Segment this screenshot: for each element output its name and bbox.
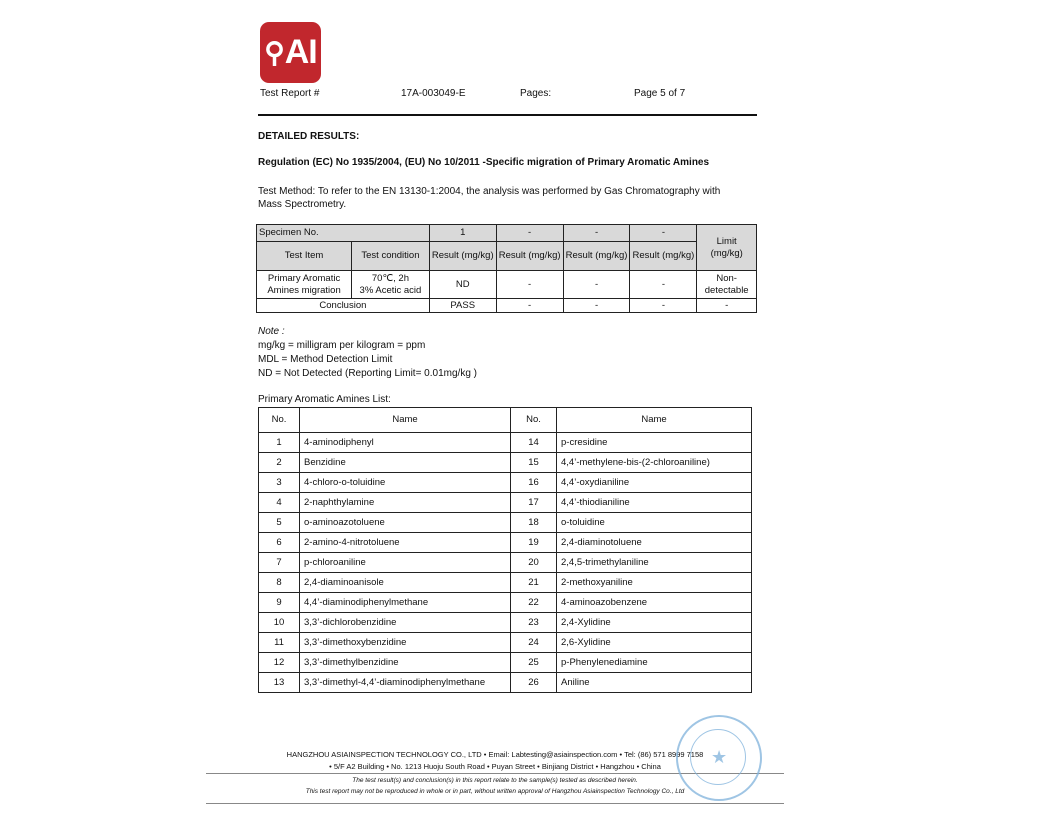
table-row (259, 473, 752, 493)
specimen-no: - (630, 225, 697, 242)
amine-name: p-chloroaniline (300, 553, 511, 573)
amine-name: 3,3’-dimethyl-4,4’-diaminodiphenylmethane (300, 673, 511, 693)
note-line: MDL = Method Detection Limit (258, 354, 393, 365)
amine-name: 2-naphthylamine (300, 493, 511, 513)
test-item-header: Test Item (257, 242, 352, 271)
amine-no: 5 (259, 513, 300, 533)
result-header: Result (mg/kg) (496, 242, 563, 271)
conclusion-value: - (630, 299, 697, 313)
table-row (259, 673, 752, 693)
amine-no: 7 (259, 553, 300, 573)
limit-header: Limit (mg/kg) (697, 225, 757, 271)
amine-name: 4-chloro-o-toluidine (300, 473, 511, 493)
footer-address: • 5/F A2 Building • No. 1213 Huoju South Road • Puyan Street • Binjiang District • Hangzhou • China (329, 762, 661, 771)
magnifier-icon: ⚲ (264, 37, 284, 68)
amine-name: p-Phenylenediamine (557, 653, 752, 673)
amine-no: 4 (259, 493, 300, 513)
amine-name: Benzidine (300, 453, 511, 473)
footer-disclaimer: This test report may not be reproduced in whole or in part, without written approval of Hangzhou Asiainspection Technology Co., Ltd (305, 788, 685, 795)
conclusion-limit: - (697, 299, 757, 313)
result-value: - (630, 271, 697, 299)
table-row (259, 633, 752, 653)
amine-name: 3,3’-dichlorobenzidine (300, 613, 511, 633)
amine-name: 2,4,5-trimethylaniline (557, 553, 752, 573)
amine-name: 2,4-diaminotoluene (557, 533, 752, 553)
amine-no: 26 (511, 673, 557, 693)
footer-company: HANGZHOU ASIAINSPECTION TECHNOLOGY CO., LTD • Email: Labtesting@asiainspection.com • Tel: (86) 571 8999 7158 (286, 750, 704, 759)
amine-name: 2-methoxyaniline (557, 573, 752, 593)
section-title: DETAILED RESULTS: (258, 131, 360, 142)
amine-name: 4,4’-oxydianiline (557, 473, 752, 493)
name-header: Name (557, 408, 752, 433)
table-row (259, 593, 752, 613)
company-logo: ⚲ AI (260, 22, 321, 83)
results-table (256, 224, 757, 313)
amine-no: 23 (511, 613, 557, 633)
amine-name: 3,3’-dimethoxybenzidine (300, 633, 511, 653)
amine-name: 2,4-Xylidine (557, 613, 752, 633)
result-value: - (563, 271, 630, 299)
amine-no: 16 (511, 473, 557, 493)
amine-no: 2 (259, 453, 300, 473)
test-condition (352, 271, 430, 299)
specimen-no: - (496, 225, 563, 242)
note-title: Note : (258, 326, 285, 337)
amine-no: 9 (259, 593, 300, 613)
amine-no: 13 (259, 673, 300, 693)
amine-no: 21 (511, 573, 557, 593)
specimen-no: - (563, 225, 630, 242)
amines-list-title: Primary Aromatic Amines List: (258, 394, 391, 405)
table-row (259, 493, 752, 513)
amines-table (258, 407, 752, 693)
footer-rule (206, 803, 784, 804)
no-header: No. (259, 408, 300, 433)
amine-no: 12 (259, 653, 300, 673)
amine-name: p-cresidine (557, 433, 752, 453)
report-number: 17A-003049-E (401, 88, 466, 99)
specimen-label: Specimen No. (257, 225, 430, 242)
condition-line: 70℃, 2h (371, 272, 409, 284)
amine-name: 2,4-diaminoanisole (300, 573, 511, 593)
amine-name: 4,4’-diaminodiphenylmethane (300, 593, 511, 613)
table-row (259, 533, 752, 553)
amine-name: o-toluidine (557, 513, 752, 533)
report-label: Test Report # (260, 88, 320, 99)
conclusion-value: - (563, 299, 630, 313)
amine-no: 6 (259, 533, 300, 553)
table-row (259, 613, 752, 633)
note-line: mg/kg = milligram per kilogram = ppm (258, 340, 426, 351)
condition-line: 3% Acetic acid (359, 284, 422, 296)
amine-no: 3 (259, 473, 300, 493)
conclusion-value: PASS (429, 299, 496, 313)
no-header: No. (511, 408, 557, 433)
amine-no: 17 (511, 493, 557, 513)
amine-no: 24 (511, 633, 557, 653)
amine-name: 4-aminoazobenzene (557, 593, 752, 613)
amine-no: 19 (511, 533, 557, 553)
conclusion-label: Conclusion (257, 299, 430, 313)
amine-no: 8 (259, 573, 300, 593)
amine-no: 14 (511, 433, 557, 453)
pages-value: Page 5 of 7 (634, 88, 686, 99)
amine-no: 20 (511, 553, 557, 573)
result-header: Result (mg/kg) (429, 242, 496, 271)
table-row (259, 653, 752, 673)
amine-name: o-aminoazotoluene (300, 513, 511, 533)
amine-name: 4-aminodiphenyl (300, 433, 511, 453)
amine-no: 15 (511, 453, 557, 473)
header-rule (258, 114, 757, 116)
amine-name: 3,3’-dimethylbenzidine (300, 653, 511, 673)
test-item: Primary Aromatic Amines migration (257, 271, 352, 299)
amine-no: 1 (259, 433, 300, 453)
amine-no: 25 (511, 653, 557, 673)
amine-no: 18 (511, 513, 557, 533)
limit-value: Non-detectable (697, 271, 757, 299)
amine-name: 2,6-Xylidine (557, 633, 752, 653)
condition-header: Test condition (352, 242, 430, 271)
company-stamp (676, 715, 762, 801)
table-row (259, 453, 752, 473)
specimen-no: 1 (429, 225, 496, 242)
amine-no: 22 (511, 593, 557, 613)
amine-name: Aniline (557, 673, 752, 693)
result-value: - (496, 271, 563, 299)
result-value: ND (429, 271, 496, 299)
amine-no: 11 (259, 633, 300, 653)
star-icon: ★ (711, 747, 728, 767)
test-method: Test Method: To refer to the EN 13130-1:2004, the analysis was performed by Gas Chromatography with Mass Spectrometry. (258, 186, 721, 210)
regulation-title: Regulation (EC) No 1935/2004, (EU) No 10/2011 -Specific migration of Primary Aromatic Amines (258, 157, 710, 168)
footer-disclaimer: The test result(s) and conclusion(s) in this report relate to the sample(s) tested as described herein. (352, 777, 638, 784)
result-header: Result (mg/kg) (563, 242, 630, 271)
table-row (259, 573, 752, 593)
table-row (259, 553, 752, 573)
pages-label: Pages: (520, 88, 552, 99)
table-row (259, 433, 752, 453)
conclusion-value: - (496, 299, 563, 313)
amine-name: 2-amino-4-nitrotoluene (300, 533, 511, 553)
amine-no: 10 (259, 613, 300, 633)
note-line: ND = Not Detected (Reporting Limit= 0.01mg/kg ) (258, 368, 477, 379)
result-header: Result (mg/kg) (630, 242, 697, 271)
amine-name: 4,4’-methylene-bis-(2-chloroaniline) (557, 453, 752, 473)
table-row (259, 513, 752, 533)
name-header: Name (300, 408, 511, 433)
amine-name: 4,4’-thiodianiline (557, 493, 752, 513)
